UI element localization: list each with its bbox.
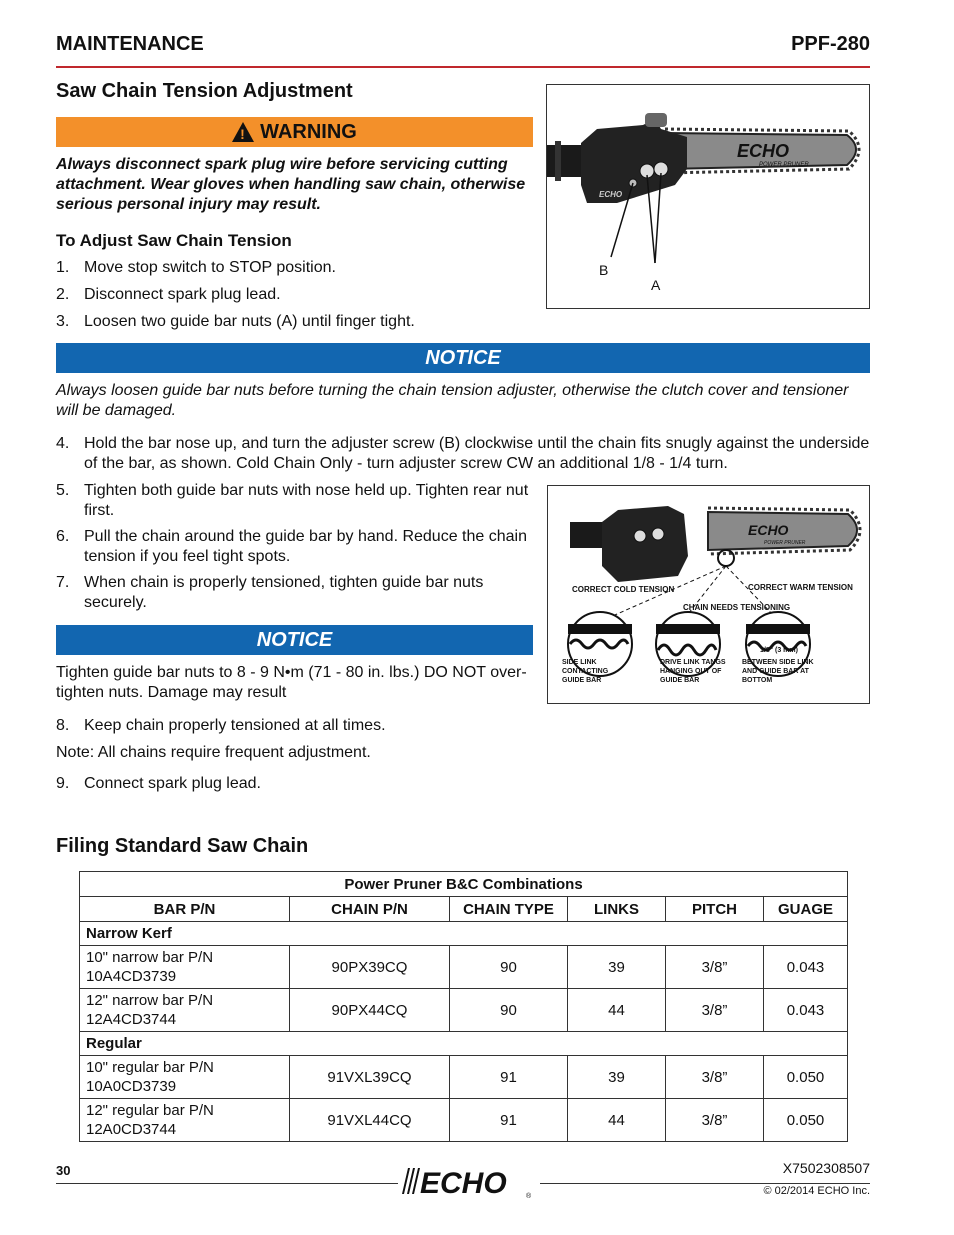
list-item: 5. Tighten both guide bar nuts with nose held up. Tighten rear nut first. [56, 482, 529, 519]
section-title: MAINTENANCE [56, 33, 204, 55]
guide-bar-figure [546, 84, 870, 309]
adjust-title: To Adjust Saw Chain Tension [56, 231, 292, 250]
table-title: Power Pruner B&C Combinations [80, 872, 848, 897]
bar-cell: 10" narrow bar P/N 10A4CD3739 [80, 946, 290, 989]
notice-text-2: Tighten guide bar nuts to 8 - 9 N•m (71 - 80 in. lbs.) DO NOT over-tighten nuts. Damage may result [56, 664, 527, 701]
type-cell: 91 [450, 1099, 568, 1142]
warning-label: WARNING [260, 120, 357, 143]
table-row [80, 1099, 848, 1142]
step-9 [56, 774, 536, 794]
gauge-cell: 0.050 [764, 1099, 848, 1142]
type-cell: 90 [450, 989, 568, 1032]
notice-banner-1: NOTICE [56, 343, 870, 373]
group-row: Narrow Kerf [80, 922, 848, 946]
gauge-cell: 0.043 [764, 946, 848, 989]
footer-rule [56, 1183, 398, 1184]
combinations-table [79, 871, 848, 1142]
column-header: CHAIN P/N [290, 897, 450, 922]
bar-cell: 12" regular bar P/N 12A0CD3744 [80, 1099, 290, 1142]
figure-caption: BETWEEN SIDE LINK AND GUIDE BAR AT BOTTOM [742, 659, 814, 684]
type-cell: 91 [450, 1056, 568, 1099]
model-number: PPF-280 [791, 33, 870, 55]
echo-logo [398, 1164, 538, 1200]
column-header: CHAIN TYPE [450, 897, 568, 922]
chain-tension-illustration [548, 486, 869, 703]
tension-figure [547, 485, 870, 704]
chain-note: Note: All chains require frequent adjustment. [56, 744, 371, 761]
type-cell: 90 [450, 946, 568, 989]
steps-list-b [56, 481, 536, 619]
list-item: 3. Loosen two guide bar nuts (A) until finger tight. [56, 313, 415, 330]
chain-cell: 91VXL44CQ [290, 1099, 450, 1142]
links-cell: 39 [568, 946, 666, 989]
svg-text:ECHO: ECHO [748, 522, 789, 538]
figure-caption: SIDE LINK CONTACTING GUIDE BAR [562, 659, 609, 684]
column-header: BAR P/N [80, 897, 290, 922]
notice-banner-2: NOTICE [56, 625, 533, 655]
gauge-cell: 0.043 [764, 989, 848, 1032]
table-header-row [80, 897, 848, 922]
list-item: 1. Move stop switch to STOP position. [56, 259, 336, 276]
svg-text:POWER PRUNER: POWER PRUNER [764, 540, 806, 546]
bar-cell: 12" narrow bar P/N 12A4CD3744 [80, 989, 290, 1032]
column-header: LINKS [568, 897, 666, 922]
table-row [80, 989, 848, 1032]
list-item: 6. Pull the chain around the guide bar by hand. Reduce the chain tension if you feel tight spots. [56, 528, 527, 565]
filing-title: Filing Standard Saw Chain [56, 835, 309, 857]
table-row [80, 946, 848, 989]
page-number: 30 [56, 1163, 71, 1178]
links-cell: 44 [568, 989, 666, 1032]
pitch-cell: 3/8” [666, 1056, 764, 1099]
svg-text:®: ® [526, 1193, 532, 1200]
bar-cell: 10" regular bar P/N 10A0CD3739 [80, 1056, 290, 1099]
chain-cell: 90PX44CQ [290, 989, 450, 1032]
notice-text-1: Always loosen guide bar nuts before turning the chain tension adjuster, otherwise the clutch cover and tensioner will be damaged. [56, 382, 849, 419]
column-header: PITCH [666, 897, 764, 922]
label-b: B [599, 262, 609, 278]
warning-triangle-icon: ! [232, 122, 254, 142]
pitch-cell: 3/8” [666, 1099, 764, 1142]
step-4 [56, 434, 870, 474]
chain-cell: 91VXL39CQ [290, 1056, 450, 1099]
svg-text:POWER PRUNER: POWER PRUNER [759, 162, 809, 168]
svg-text:ECHO: ECHO [737, 141, 790, 161]
list-item: 7. When chain is properly tensioned, tighten guide bar nuts securely. [56, 574, 484, 611]
list-item: 8. Keep chain properly tensioned at all times. [56, 717, 386, 734]
list-item: 4. Hold the bar nose up, and turn the adjuster screw (B) clockwise until the chain fits snugly against the underside of the bar, as shown. Cold Chain Only - turn adjuster screw CW an additional 1/8 - 1/4 turn. [56, 435, 870, 472]
steps-list-a [56, 258, 536, 339]
svg-text:CORRECT COLD TENSION: CORRECT COLD TENSION [572, 585, 675, 594]
svg-text:ECHO: ECHO [599, 190, 623, 199]
header-rule [56, 66, 870, 68]
pitch-cell: 3/8” [666, 989, 764, 1032]
warning-banner [56, 117, 533, 147]
gauge-cell: 0.050 [764, 1056, 848, 1099]
figure-caption: DRIVE LINK TANGS HANGING OUT OF GUIDE BAR [660, 659, 726, 684]
label-a: A [651, 277, 661, 293]
svg-text:CORRECT WARM TENSION: CORRECT WARM TENSION [748, 583, 853, 592]
warning-text: Always disconnect spark plug wire before servicing cutting attachment. Wear gloves when handling saw chain, otherwise serious personal injury may result. [56, 156, 526, 213]
svg-text:1/8" (3 mm): 1/8" (3 mm) [760, 647, 798, 654]
svg-text:ECHO: ECHO [420, 1167, 507, 1200]
footer-rule [540, 1183, 870, 1184]
links-cell: 39 [568, 1056, 666, 1099]
list-item: 9. Connect spark plug lead. [56, 775, 261, 792]
group-row: Regular [80, 1032, 848, 1056]
chain-cell: 90PX39CQ [290, 946, 450, 989]
svg-text:CHAIN NEEDS TENSIONING: CHAIN NEEDS TENSIONING [683, 603, 791, 612]
document-code: X7502308507 [782, 1160, 870, 1176]
copyright: © 02/2014 ECHO Inc. [763, 1185, 870, 1197]
list-item: 2. Disconnect spark plug lead. [56, 286, 281, 303]
saw-chain-title: Saw Chain Tension Adjustment [56, 80, 353, 102]
column-header: GUAGE [764, 897, 848, 922]
pitch-cell: 3/8” [666, 946, 764, 989]
table-row [80, 1056, 848, 1099]
step-8 [56, 716, 536, 736]
links-cell: 44 [568, 1099, 666, 1142]
guide-bar-illustration [547, 85, 869, 308]
